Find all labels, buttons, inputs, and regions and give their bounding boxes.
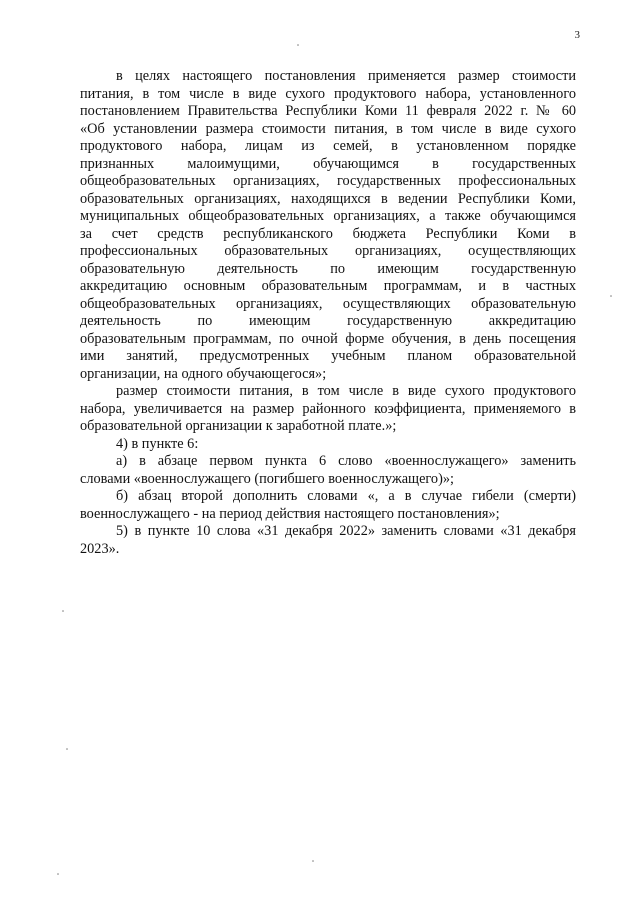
text-line: муниципальных общеобразовательных организациях, а также обучающимся bbox=[80, 208, 576, 224]
paragraph bbox=[80, 488, 576, 523]
text-line: признанных малоимущими, обучающимся в государственных bbox=[80, 155, 576, 172]
document-body bbox=[80, 68, 576, 558]
scan-speck bbox=[62, 610, 64, 612]
scan-speck bbox=[66, 748, 68, 750]
paragraph bbox=[80, 68, 576, 383]
text-line: размер стоимости питания, в том числе в виде сухого продуктового bbox=[116, 383, 576, 399]
scan-speck bbox=[57, 873, 59, 875]
text-line: в целях настоящего постановления применяется размер стоимости bbox=[116, 68, 576, 84]
text-line: образовательных организациях, находящихся в ведении Республики Коми, bbox=[80, 190, 576, 207]
text-line: организации, на одного обучающегося»; bbox=[80, 365, 327, 382]
scan-speck bbox=[610, 295, 612, 297]
text-line: аккредитацию основным образовательным программам, и в частных bbox=[80, 278, 576, 294]
text-line: 5) в пункте 10 слова «31 декабря 2022» заменить словами «31 декабря bbox=[116, 523, 576, 539]
page-number: 3 bbox=[574, 29, 580, 41]
text-line: набора, увеличивается на размер районного коэффициента, применяемого в bbox=[80, 400, 576, 417]
text-line: продуктового набора, лицам из семей, в установленном порядке bbox=[80, 138, 576, 154]
text-line: деятельность по имеющим государственную аккредитацию bbox=[80, 313, 576, 329]
paragraph bbox=[80, 383, 576, 436]
text-line: образовательную деятельность по имеющим государственную bbox=[80, 260, 576, 277]
text-line: 2023». bbox=[80, 540, 120, 557]
paragraph bbox=[80, 523, 576, 558]
text-line: «Об установлении размера стоимости питания, в том числе в виде сухого bbox=[80, 120, 576, 137]
scan-speck bbox=[312, 860, 314, 862]
text-line: питания, в том числе в виде сухого продуктового набора, установленного bbox=[80, 85, 576, 102]
text-line: а) в абзаце первом пункта 6 слово «военнослужащего» заменить bbox=[116, 453, 576, 469]
text-line: ими занятий, предусмотренных учебным планом образовательной bbox=[80, 348, 576, 364]
paragraph bbox=[80, 453, 576, 488]
text-line: за счет средств республиканского бюджета Республики Коми в bbox=[80, 225, 576, 242]
paragraph bbox=[80, 436, 576, 454]
text-line: профессиональных образовательных организациях, осуществляющих bbox=[80, 243, 576, 259]
scan-speck bbox=[297, 44, 299, 46]
text-line: образовательным программам, по очной форме обучения, в день посещения bbox=[80, 330, 576, 347]
text-line: словами «военнослужащего (погибшего военнослужащего)»; bbox=[80, 470, 454, 487]
text-line: постановлением Правительства Республики Коми 11 февраля 2022 г. № 60 bbox=[80, 103, 576, 119]
text-line: образовательной организации к заработной плате.»; bbox=[80, 418, 397, 434]
text-line: 4) в пункте 6: bbox=[116, 435, 199, 452]
text-line: общеобразовательных организациях, осуществляющих образовательную bbox=[80, 295, 576, 312]
text-line: военнослужащего - на период действия настоящего постановления»; bbox=[80, 505, 500, 522]
text-line: б) абзац второй дополнить словами «, а в случае гибели (смерти) bbox=[116, 488, 576, 504]
text-line: общеобразовательных организациях, государственных профессиональных bbox=[80, 173, 576, 189]
